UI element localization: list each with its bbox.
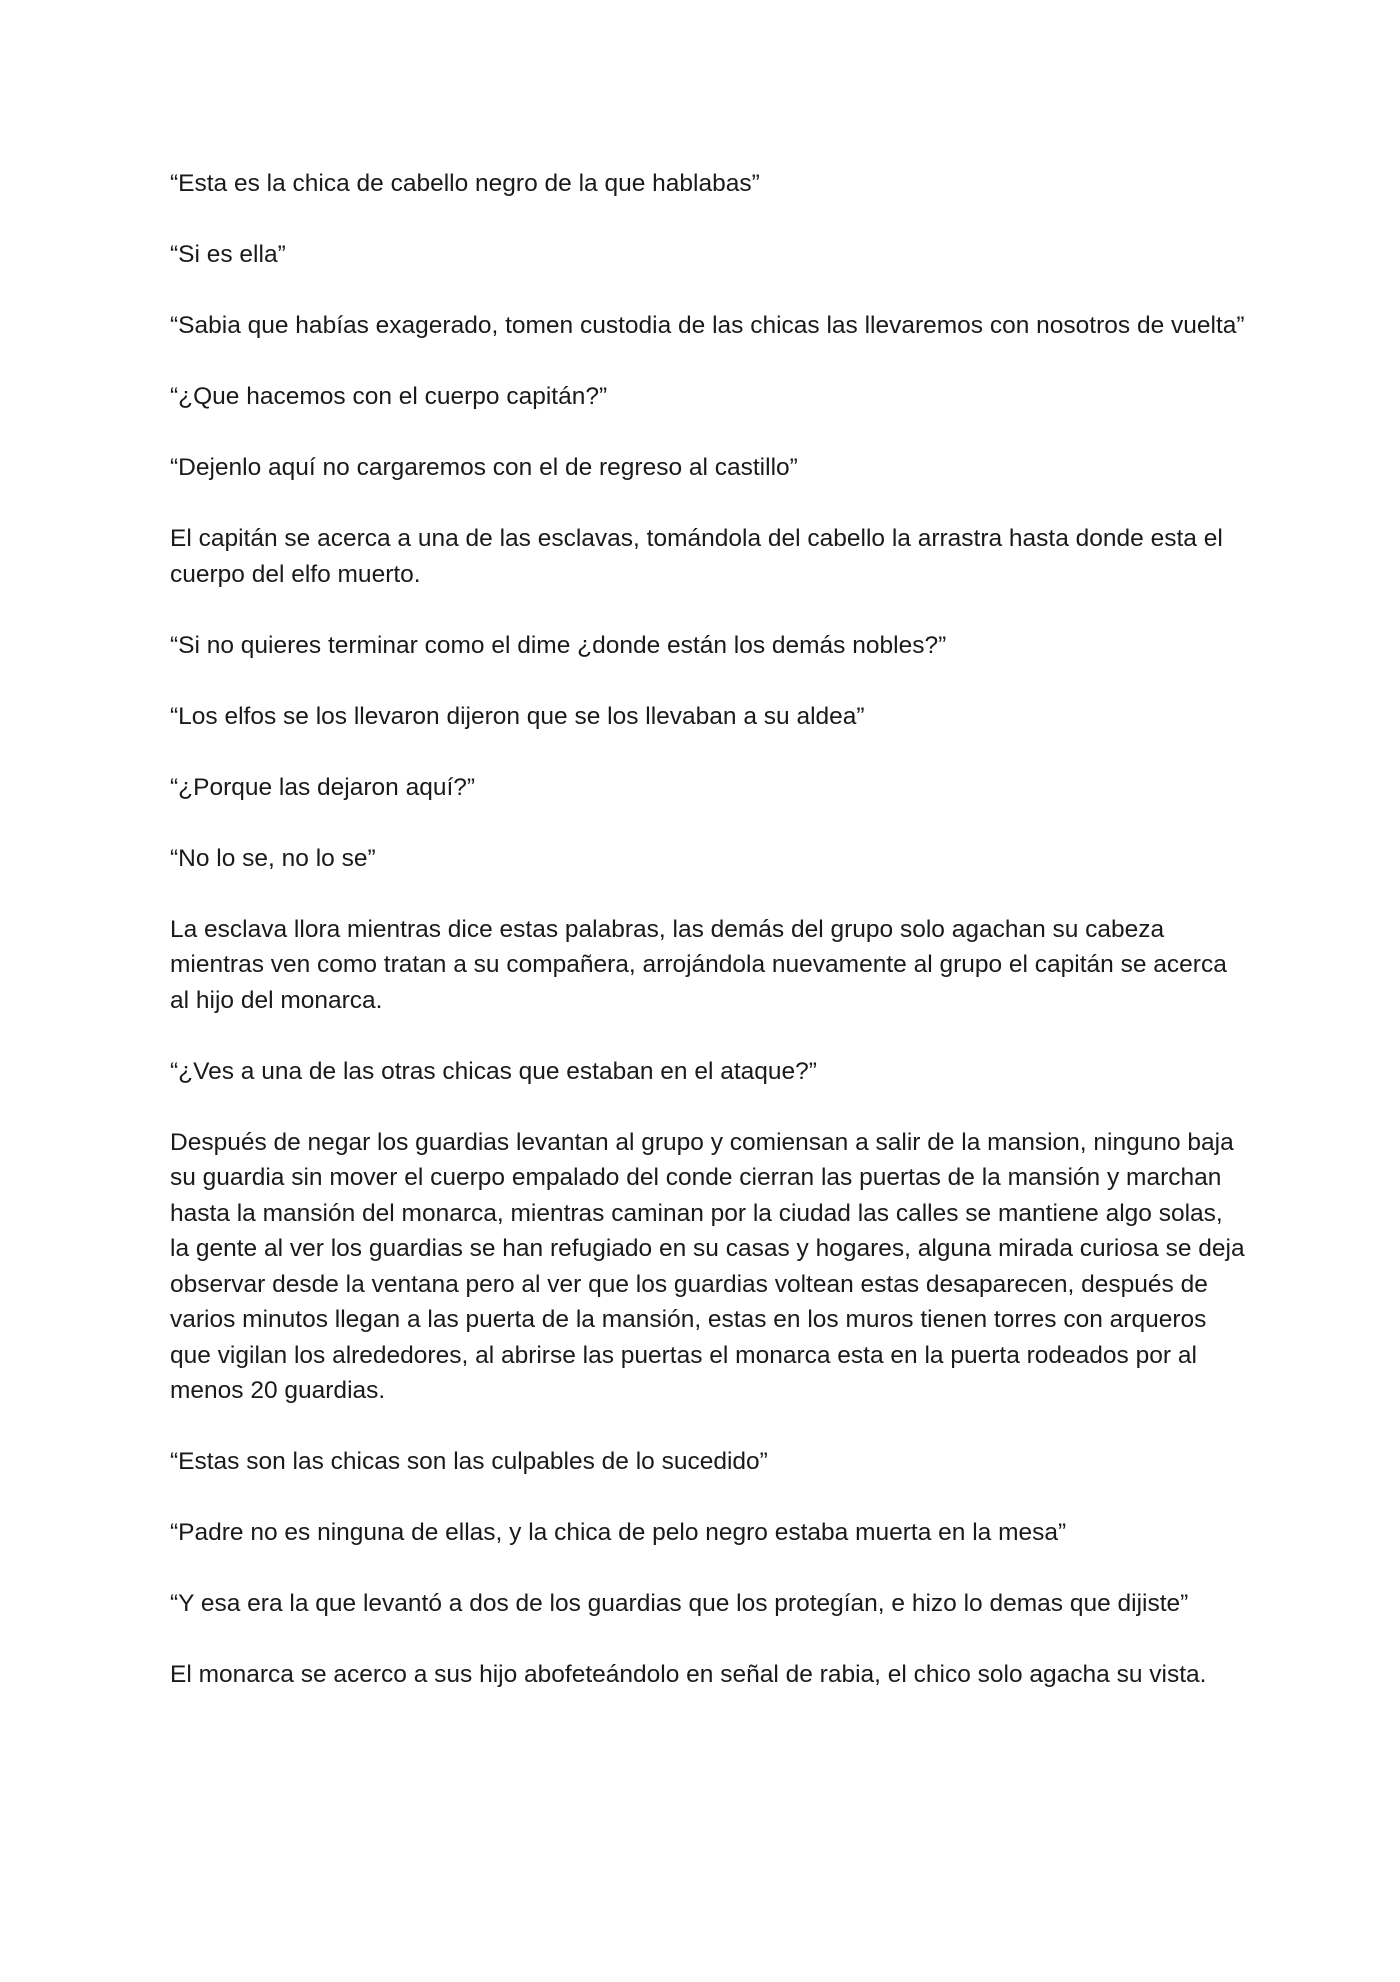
paragraph: La esclava llora mientras dice estas palabras, las demás del grupo solo agachan su cabeza mientras ven como tratan a su compañera, arrojándola nuevamente al grupo el capitán se acerca al hijo del monarca. [170, 915, 1227, 1014]
document-body [170, 166, 1245, 1728]
paragraph: “Sabia que habías exagerado, tomen custodia de las chicas las llevaremos con nosotros de vuelta” [170, 312, 1245, 339]
paragraph: “¿Que hacemos con el cuerpo capitán?” [170, 383, 608, 410]
paragraph: Después de negar los guardias levantan al grupo y comiensan a salir de la mansion, ninguno baja su guardia sin mover el cuerpo empalado del conde cierran las puertas de la mansión y marchan hasta la mansión del monarca, mientras caminan por la ciudad las calles se mantiene algo solas, la gente al ver los guardias se han refugiado en su casas y hogares, alguna mirada curiosa se deja observar desde la ventana pero al ver que los guardias voltean estas desaparecen, después de varios minutos llegan a las puerta de la mansión, estas en los muros tienen torres con arqueros que vigilan los alrededores, al abrirse las puertas el monarca esta en la puerta rodeados por al menos 20 guardias. [170, 1128, 1245, 1404]
paragraph: “Dejenlo aquí no cargaremos con el de regreso al castillo” [170, 454, 798, 481]
paragraph: “No lo se, no lo se” [170, 844, 376, 872]
paragraph: El monarca se acerco a sus hijo abofeteándolo en señal de rabia, el chico solo agacha su vista. [170, 1661, 1207, 1688]
paragraph: “Padre no es ninguna de ellas, y la chica de pelo negro estaba muerta en la mesa” [170, 1519, 1067, 1546]
paragraph: “¿Ves a una de las otras chicas que estaban en el ataque?” [170, 1057, 817, 1085]
paragraph: “Si es ella” [170, 241, 286, 268]
paragraph: “¿Porque las dejaron aquí?” [170, 773, 476, 801]
paragraph: “Esta es la chica de cabello negro de la que hablabas” [170, 170, 760, 197]
paragraph: “Los elfos se los llevaron dijeron que se los llevaban a su aldea” [170, 702, 865, 730]
paragraph: “Y esa era la que levantó a dos de los guardias que los protegían, e hizo lo demas que dijiste” [170, 1590, 1189, 1617]
paragraph: “Estas son las chicas son las culpables de lo sucedido” [170, 1448, 768, 1475]
paragraph: “Si no quieres terminar como el dime ¿donde están los demás nobles?” [170, 631, 947, 659]
paragraph: El capitán se acerca a una de las esclavas, tomándola del cabello la arrastra hasta donde esta el cuerpo del elfo muerto. [170, 525, 1223, 588]
